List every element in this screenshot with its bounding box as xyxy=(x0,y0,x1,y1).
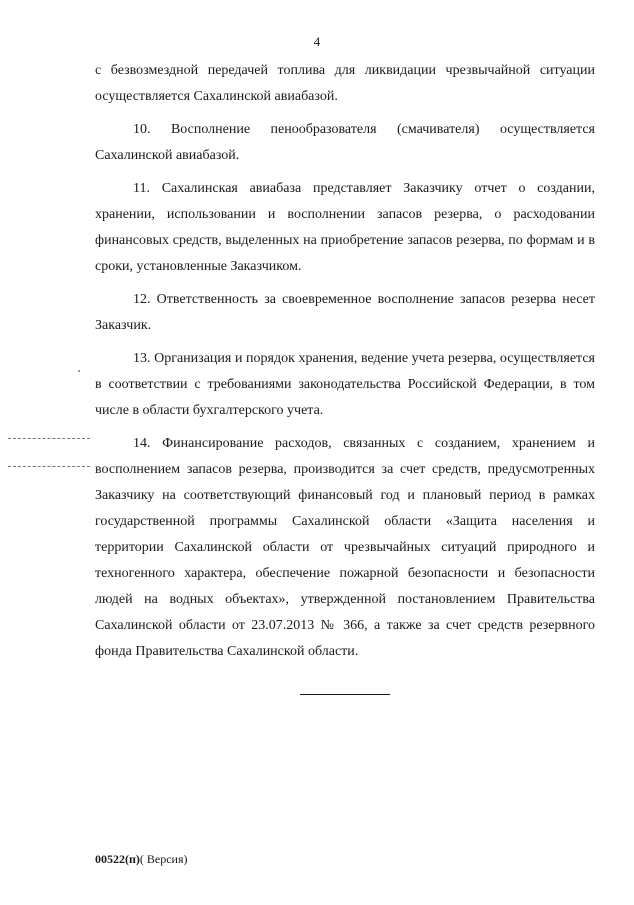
document-code-number: 00522(п) xyxy=(95,852,140,866)
document-body xyxy=(95,58,595,672)
paragraph-14: 14. Финансирование расходов, связанных с созданием, хранением и восполнением запасов резерва, производится за счет средств, предусмотренных Заказчику на соответствующий финансовый год и плановый период в рамках государственной программы Сахалинской области «Защита населения и территории Сахалинской области от чрезвычайных ситуаций природного и техногенного характера, обеспечение пожарной безопасности и безопасности людей на водных объектах», утвержденной постановлением Правительства Сахалинской области от 23.07.2013 № 366, а также за счет средств резервного фонда Правительства Сахалинской области. xyxy=(95,436,595,659)
paragraph-continuation: с безвозмездной передачей топлива для ликвидации чрезвычайной ситуации осуществляется Сахалинской авиабазой. xyxy=(95,63,595,104)
scan-artifact-dot xyxy=(78,370,80,372)
scan-artifact-line xyxy=(8,438,90,439)
scan-artifact-line xyxy=(8,466,90,467)
paragraph-12: 12. Ответственность за своевременное восполнение запасов резерва несет Заказчик. xyxy=(95,292,595,333)
page-number: 4 xyxy=(313,34,321,49)
end-separator-line xyxy=(300,694,390,695)
paragraph-10: 10. Восполнение пенообразователя (смачивателя) осуществляется Сахалинской авиабазой. xyxy=(95,122,595,163)
paragraph-13: 13. Организация и порядок хранения, ведение учета резерва, осуществляется в соответствии с требованиями законодательства Российской Федерации, в том числе в области бухгалтерского учета. xyxy=(95,351,595,418)
document-code xyxy=(95,852,188,867)
paragraph-11: 11. Сахалинская авиабаза представляет Заказчику отчет о создании, хранении, использовании и восполнении запасов резерва, о расходовании финансовых средств, выделенных на приобретение запасов резерва, по формам и в сроки, установленные Заказчиком. xyxy=(95,181,595,274)
document-version-label: ( Версия) xyxy=(139,852,188,866)
